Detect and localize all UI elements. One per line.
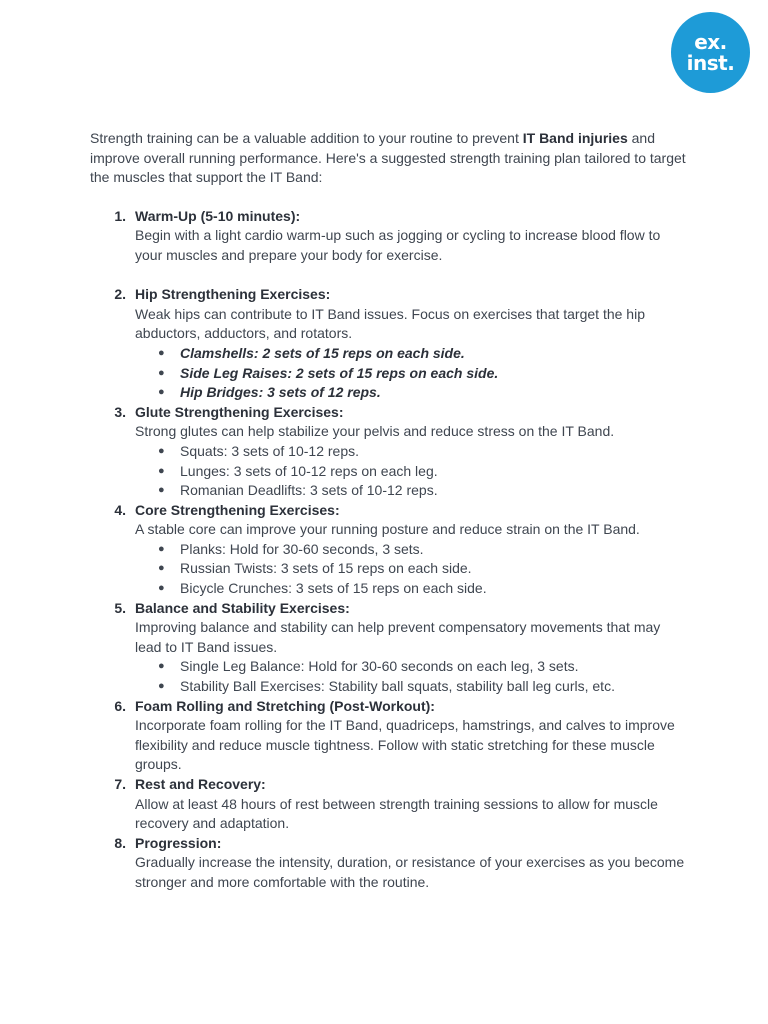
step-title: Warm-Up (5-10 minutes): (135, 207, 301, 224)
bullet-item (135, 383, 690, 403)
bullet-list (135, 344, 690, 403)
step-title: Progression: (135, 834, 222, 851)
bullet-icon: ● (158, 484, 165, 497)
bullet-item (135, 559, 690, 579)
step-description: Allow at least 48 hours of rest between strength training sessions to allow for muscle recovery and adaptation. (135, 795, 658, 832)
bullet-item (135, 364, 690, 384)
intro-text-after: and improve overall running performance. Here's a suggested strength training plan tailored to target the muscles that support the IT Band: (90, 130, 686, 186)
step-description: Weak hips can contribute to IT Band issues. Focus on exercises that target the hip abductors, adductors, and rotators. (135, 305, 645, 342)
bullet-item (135, 442, 690, 462)
bullet-item (135, 657, 690, 677)
step-description: A stable core can improve your running posture and reduce strain on the IT Band. (135, 521, 640, 538)
step-number: 3. (114, 403, 126, 420)
steps-list (90, 207, 690, 893)
bullet-text: Romanian Deadlifts: 3 sets of 10-12 reps. (180, 482, 438, 499)
step-number: 1. (114, 207, 126, 224)
step-number: 2. (114, 286, 126, 303)
step-title: Balance and Stability Exercises: (135, 599, 350, 616)
bullet-icon: ● (158, 346, 165, 359)
bullet-text: Clamshells: 2 sets of 15 reps on each side. (180, 344, 465, 361)
bullet-icon: ● (158, 562, 165, 575)
bullet-item (135, 579, 690, 599)
bullet-text: Side Leg Raises: 2 sets of 15 reps on each side. (180, 364, 499, 381)
bullet-text: Single Leg Balance: Hold for 30-60 seconds on each leg, 3 sets. (180, 658, 579, 675)
bullet-icon: ● (158, 366, 165, 379)
brand-logo (671, 12, 750, 93)
document-body (90, 129, 690, 893)
step-number: 4. (114, 501, 126, 518)
step-number: 8. (114, 834, 126, 851)
bullet-text: Stability Ball Exercises: Stability ball squats, stability ball leg curls, etc. (180, 678, 615, 695)
step-item (90, 207, 690, 266)
bullet-item (135, 462, 690, 482)
intro-text-before: Strength training can be a valuable addition to your routine to prevent (90, 130, 523, 146)
bullet-list (135, 442, 690, 501)
bullet-text: Planks: Hold for 30-60 seconds, 3 sets. (180, 540, 424, 557)
step-item (90, 403, 690, 501)
bullet-icon: ● (158, 680, 165, 693)
step-description: Incorporate foam rolling for the IT Band, quadriceps, hamstrings, and calves to improve flexibility and reduce muscle tightness. Follow with static stretching for these muscle groups. (135, 717, 675, 773)
step-item (90, 501, 690, 599)
bullet-icon: ● (158, 444, 165, 457)
bullet-icon: ● (158, 542, 165, 555)
logo-line-1: ex. (694, 29, 727, 54)
bullet-icon: ● (158, 660, 165, 673)
bullet-item (135, 481, 690, 501)
step-number: 6. (114, 697, 126, 714)
step-description: Strong glutes can help stabilize your pelvis and reduce stress on the IT Band. (135, 423, 615, 440)
bullet-icon: ● (158, 464, 165, 477)
step-item (90, 775, 690, 834)
bullet-item (135, 344, 690, 364)
bullet-list (135, 657, 690, 696)
bullet-text: Bicycle Crunches: 3 sets of 15 reps on each side. (180, 580, 487, 597)
step-item (90, 285, 690, 403)
step-title: Rest and Recovery: (135, 776, 266, 792)
step-description: Improving balance and stability can help prevent compensatory movements that may lead to IT Band issues. (135, 619, 661, 655)
bullet-text: Squats: 3 sets of 10-12 reps. (180, 442, 359, 459)
step-description: Gradually increase the intensity, duration, or resistance of your exercises as you become stronger and more comfortable with the routine. (135, 854, 685, 890)
bullet-text: Lunges: 3 sets of 10-12 reps on each leg. (180, 462, 438, 479)
step-title: Glute Strengthening Exercises: (135, 403, 344, 420)
step-title: Core Strengthening Exercises: (135, 501, 340, 518)
step-item (90, 834, 690, 893)
bullet-text: Russian Twists: 3 sets of 15 reps on each side. (180, 560, 472, 577)
step-item (90, 599, 690, 697)
step-item (90, 697, 690, 775)
bullet-item (135, 677, 690, 697)
step-title: Foam Rolling and Stretching (Post-Workout): (135, 697, 435, 714)
bullet-icon: ● (158, 582, 165, 595)
bullet-text: Hip Bridges: 3 sets of 12 reps. (180, 384, 381, 401)
step-number: 5. (114, 599, 126, 616)
bullet-item (135, 540, 690, 560)
step-title: Hip Strengthening Exercises: (135, 286, 331, 303)
bullet-icon: ● (158, 386, 165, 399)
bullet-list (135, 540, 690, 599)
intro-paragraph (90, 129, 690, 188)
logo-line-2: inst. (686, 50, 735, 75)
step-number: 7. (114, 776, 126, 792)
step-description: Begin with a light cardio warm-up such as jogging or cycling to increase blood flow to your muscles and prepare your body for exercise. (135, 227, 661, 263)
intro-bold-text: IT Band injuries (522, 130, 628, 146)
